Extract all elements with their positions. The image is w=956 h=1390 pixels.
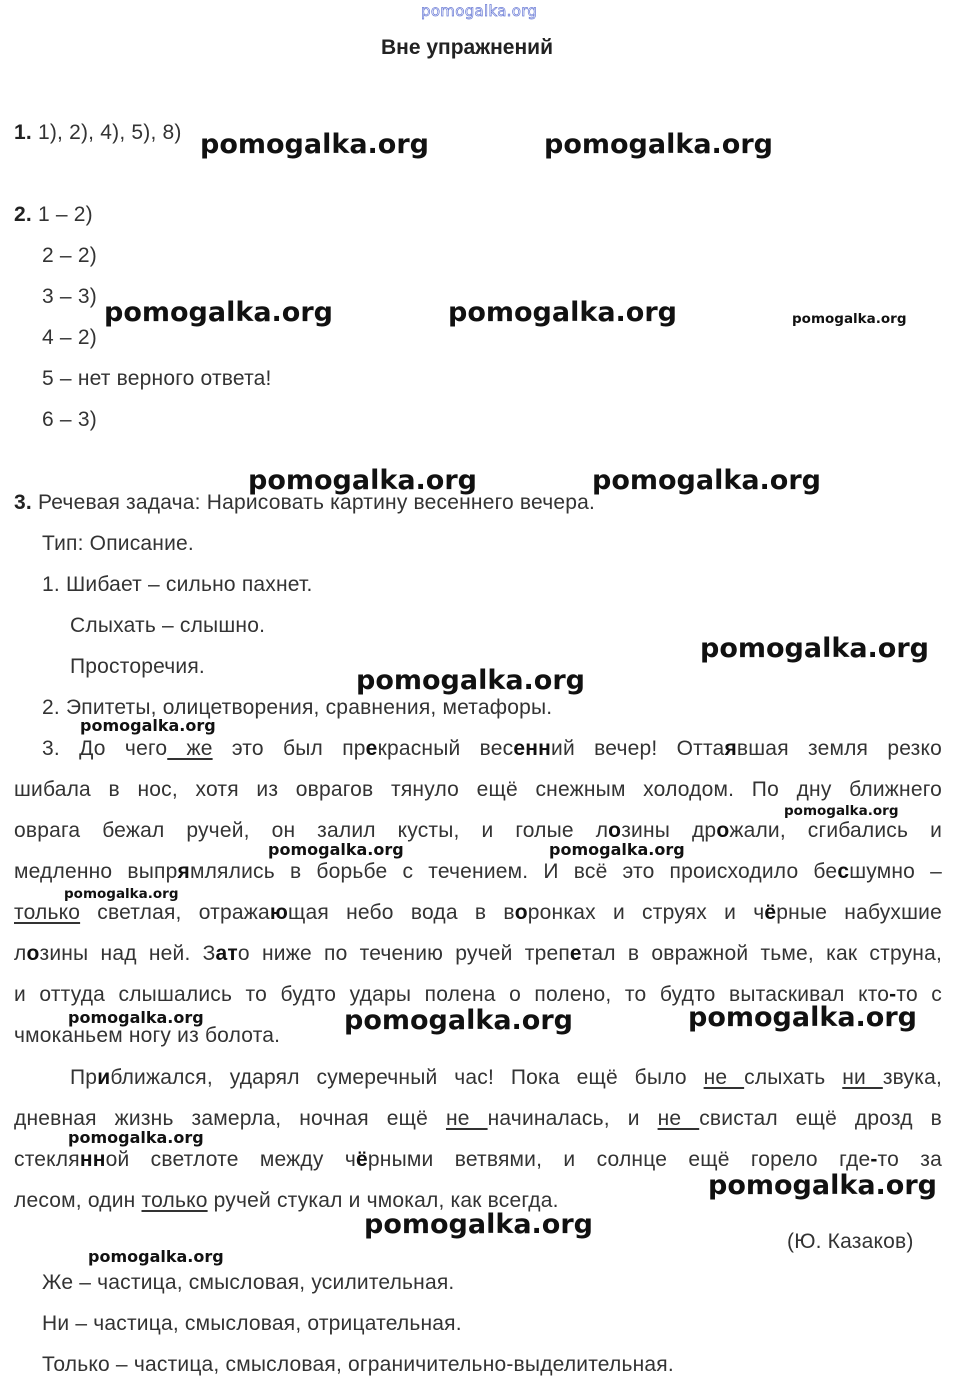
answer-2-num: 2. — [14, 203, 32, 226]
answer-3-type: Тип: Описание. — [42, 532, 194, 555]
text-line: оврага бежал ручей, он залил кусты, и голые лозины дрожали, сгибались и — [14, 819, 943, 842]
answer-2-line: 6 – 3) — [42, 408, 97, 431]
text-line: шибала в нос, хотя из оврагов тянуло ещё снежным холодом. По дну ближнего — [14, 778, 942, 801]
answer-2-line: 5 – нет верного ответа! — [42, 367, 272, 390]
watermark: pomogalka.org — [784, 803, 899, 819]
answer-2-line: 3 – 3) — [42, 285, 97, 308]
watermark: pomogalka.org — [80, 716, 216, 735]
text-line: дневная жизнь замерла, ночная ещё не начиналась, и не свистал ещё дрозд в — [14, 1107, 943, 1130]
watermark: pomogalka.org — [104, 297, 333, 328]
header-site-watermark: pomogalka.org — [421, 2, 538, 20]
answer-1-number: 1. — [14, 121, 32, 144]
text-line: лозины над ней. Зато ниже по течению ручей трепетал в овражной тьме, как струна, — [14, 942, 943, 965]
answer-3-item-1: 1. Шибает – сильно пахнет. — [42, 573, 313, 596]
watermark: pomogalka.org — [64, 886, 179, 902]
watermark: pomogalka.org — [248, 465, 477, 496]
text-line: стеклянной светлоте между чёрными ветвями, и солнце ещё горело где-то за — [14, 1148, 942, 1171]
text-line: 3. До чего же это был прекрасный весенний вечер! Оттаявшая земля резко — [42, 737, 942, 760]
answer-3-num: 3. — [14, 491, 32, 514]
particle-line: Же – частица, смысловая, усилительная. — [42, 1271, 455, 1294]
particle-line: Только – частица, смысловая, ограничительно-выделительная. — [42, 1353, 674, 1376]
particle-line: Ни – частица, смысловая, отрицательная. — [42, 1312, 462, 1335]
text-line: Приближался, ударял сумеречный час! Пока ещё было не слыхать ни звука, — [70, 1066, 942, 1089]
text-line: чмоканьем ногу из болота. — [14, 1024, 281, 1047]
watermark: pomogalka.org — [68, 1128, 204, 1147]
watermark: pomogalka.org — [544, 129, 773, 160]
answer-3-item-1b: Слыхать – слышно. — [70, 614, 266, 637]
answer-2-line: 1 – 2) — [37, 203, 93, 226]
watermark: pomogalka.org — [68, 1008, 204, 1027]
text-line: медленно выпрямлялись в борьбе с течением. И всё это происходило бесшумно – — [14, 860, 942, 883]
watermark: pomogalka.org — [344, 1005, 573, 1036]
watermark: pomogalka.org — [549, 840, 685, 859]
watermark: pomogalka.org — [200, 129, 429, 160]
answer-2-line: 2 – 2) — [42, 244, 97, 267]
text-line: лесом, один только ручей стукал и чмокал, как всегда. — [14, 1189, 559, 1212]
watermark: pomogalka.org — [268, 840, 404, 859]
watermark: pomogalka.org — [688, 1002, 917, 1033]
watermark: pomogalka.org — [708, 1170, 937, 1201]
answer-1 — [14, 121, 182, 145]
watermark: pomogalka.org — [592, 465, 821, 496]
answer-3-item-1c: Просторечия. — [70, 655, 205, 678]
author-credit: (Ю. Казаков) — [787, 1230, 914, 1253]
watermark: pomogalka.org — [700, 633, 929, 664]
answer-2-line: 4 – 2) — [42, 326, 97, 349]
watermark: pomogalka.org — [88, 1247, 224, 1266]
answer-3-item-2: 2. Эпитеты, олицетворения, сравнения, метафоры. — [42, 696, 553, 719]
page-title: Вне упражнений — [381, 36, 553, 59]
answer-3-task-text: Речевая задача: Нарисовать картину весеннего вечера. — [37, 491, 596, 514]
watermark: pomogalka.org — [792, 311, 907, 327]
watermark: pomogalka.org — [448, 297, 677, 328]
watermark: pomogalka.org — [356, 665, 585, 696]
text-line: только светлая, отражающая небо вода в воронках и струях и чёрные набухшие — [14, 901, 942, 924]
watermark: pomogalka.org — [364, 1209, 593, 1240]
answer-1-text: 1), 2), 4), 5), 8) — [37, 121, 182, 144]
answer-2-number — [14, 203, 93, 227]
text-line: и оттуда слышались то будто удары полена о полено, то будто вытаскивал кто-то с — [14, 983, 942, 1006]
